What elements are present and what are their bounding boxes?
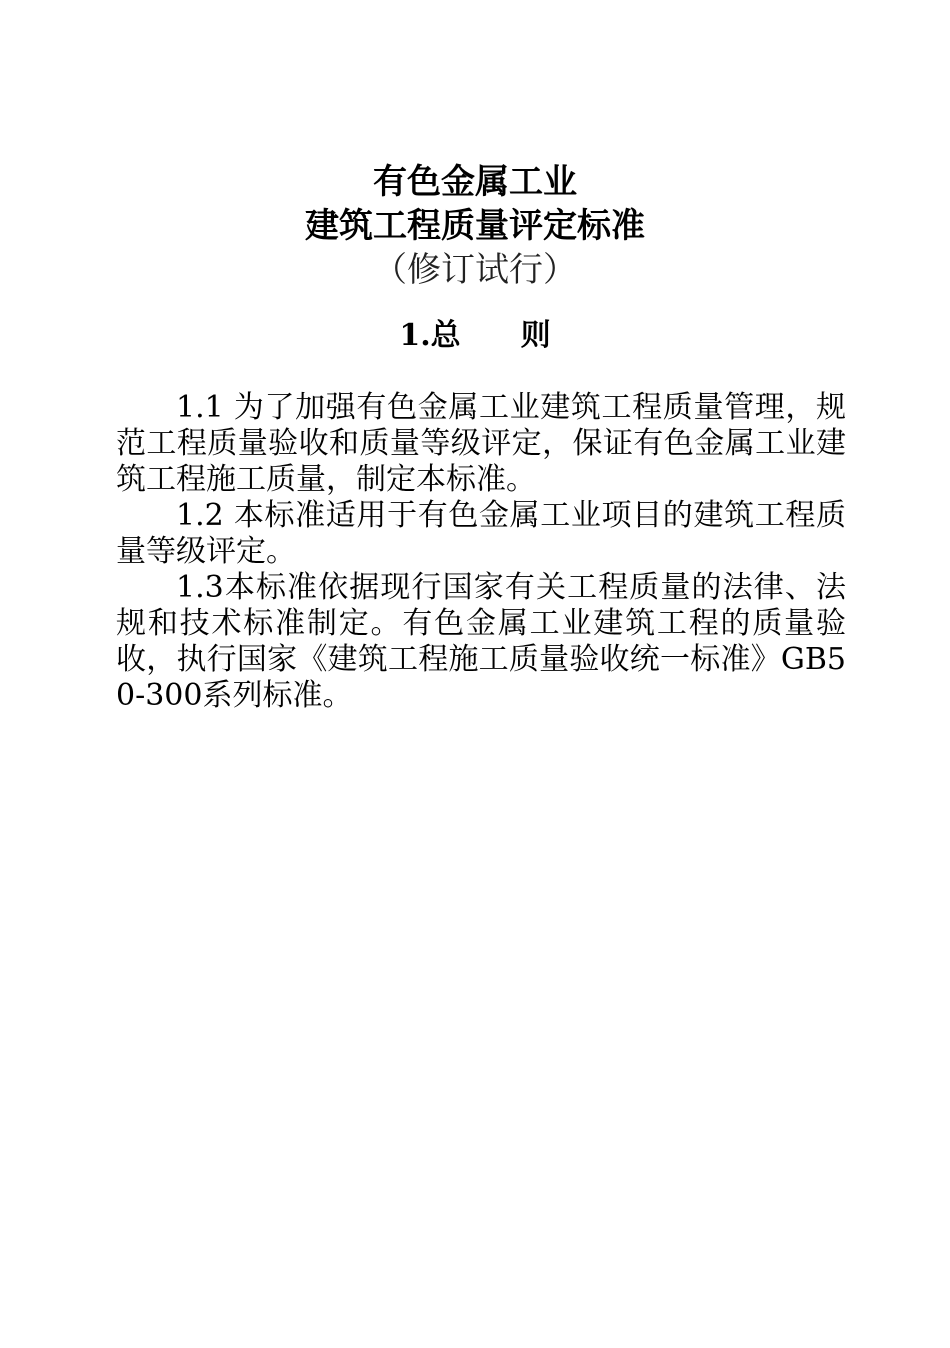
clause-1-2: 1.2 本标准适用于有色金属工业项目的建筑工程质量等级评定。 xyxy=(116,498,846,569)
document-title xyxy=(0,160,950,292)
title-line-revision: （修订试行） xyxy=(373,250,577,290)
section-number: 1. xyxy=(399,318,431,353)
section-body xyxy=(116,390,846,714)
section-title-char-2: 则 xyxy=(520,318,551,353)
title-line-industry: 有色金属工业 xyxy=(373,162,577,202)
section-title-char-1: 总 xyxy=(430,318,461,353)
title-line-standard: 建筑工程质量评定标准 xyxy=(305,206,645,246)
clause-1-3: 1.3本标准依据现行国家有关工程质量的法律、法规和技术标准制定。有色金属工业建筑工程的质量验收，执行国家《建筑工程施工质量验收统一标准》GB50-300系列标准。 xyxy=(116,570,846,713)
clause-1-1: 1.1 为了加强有色金属工业建筑工程质量管理，规范工程质量验收和质量等级评定，保证有色金属工业建筑工程施工质量，制定本标准。 xyxy=(116,390,846,497)
section-heading-general xyxy=(0,314,950,358)
